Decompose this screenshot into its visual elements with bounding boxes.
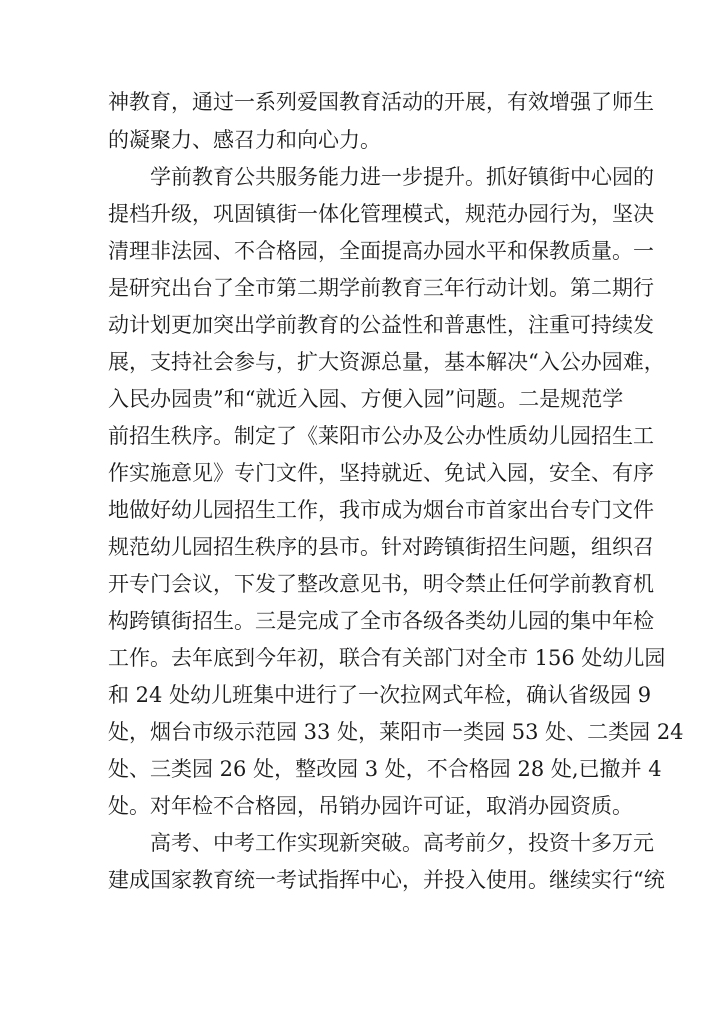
text-line: 展，支持社会参与，扩大资源总量，基本解决“入公办园难，: [108, 350, 665, 374]
text-line: 提档升级，巩固镇街一体化管理模式，规范办园行为，坚决: [108, 202, 654, 226]
text-line: 工作。去年底到今年初，联合有关部门对全市 156 处幼儿园: [108, 646, 666, 670]
text-line: 前招生秩序。制定了《莱阳市公办及公办性质幼儿园招生工: [108, 424, 654, 448]
text-line: 地做好幼儿园招生工作，我市成为烟台市首家出台专门文件: [108, 498, 654, 522]
paragraph-first-line: 学前教育公共服务能力进一步提升。抓好镇街中心园的: [150, 165, 654, 189]
text-line: 规范幼儿园招生秩序的县市。针对跨镇街招生问题，组织召: [108, 535, 654, 559]
text-line: 开专门会议，下发了整改意见书，明令禁止任何学前教育机: [108, 572, 654, 596]
text-line: 动计划更加突出学前教育的公益性和普惠性，注重可持续发: [108, 313, 654, 337]
paragraph-first-line: 高考、中考工作实现新突破。高考前夕，投资十多万元: [150, 831, 654, 855]
text-line: 作实施意见》专门文件，坚持就近、免试入园，安全、有序: [108, 461, 654, 485]
text-line: 入民办园贵”和“就近入园、方便入园”问题。二是规范学: [108, 387, 624, 411]
text-line: 处、三类园 26 处，整改园 3 处，不合格园 28 处,已撤并 4: [108, 757, 662, 781]
text-line: 建成国家教育统一考试指挥中心，并投入使用。继续实行“统: [108, 868, 665, 892]
text-line: 的凝聚力、感召力和向心力。: [108, 128, 381, 152]
text-line: 神教育，通过一系列爱国教育活动的开展，有效增强了师生: [108, 90, 654, 114]
text-line: 构跨镇街招生。三是完成了全市各级各类幼儿园的集中年检: [108, 609, 654, 633]
text-line: 处，烟台市级示范园 33 处，莱阳市一类园 53 处、二类园 24: [108, 720, 684, 744]
text-line: 和 24 处幼儿班集中进行了一次拉网式年检，确认省级园 9: [108, 683, 652, 707]
text-line: 清理非法园、不合格园，全面提高办园水平和保教质量。一: [108, 239, 654, 263]
text-line: 是研究出台了全市第二期学前教育三年行动计划。第二期行: [108, 276, 654, 300]
text-line: 处。对年检不合格园，吊销办园许可证，取消办园资质。: [108, 794, 633, 818]
